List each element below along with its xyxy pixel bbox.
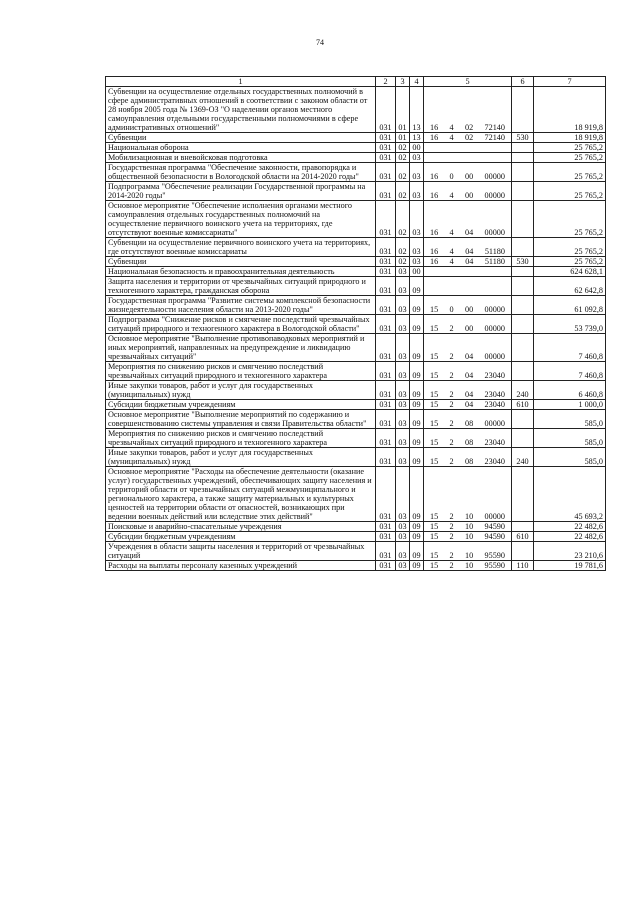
code-part: 04 (464, 371, 474, 380)
row-amount-cell: 25 765,2 (534, 163, 606, 182)
code-part: 94590 (484, 522, 505, 531)
table-row (106, 542, 606, 561)
row-expense-type-cell (512, 163, 534, 182)
code-part: 00000 (484, 228, 505, 237)
code-part: 00000 (484, 419, 505, 428)
table-row (106, 87, 606, 133)
code-part: 00000 (484, 352, 505, 361)
code-part: 2 (449, 390, 454, 399)
code-part: 04 (464, 228, 474, 237)
code-part: 15 (430, 551, 439, 560)
code-part: 16 (430, 123, 439, 132)
row-amount-cell: 62 642,8 (534, 277, 606, 296)
row-expense-type-cell (512, 410, 534, 429)
row-grbs-cell: 031 (376, 201, 396, 238)
row-section-cell: 02 (396, 257, 410, 267)
row-name-cell: Подпрограмма "Обеспечение реализации Государственной программы на 2014-2020 годы" (106, 182, 376, 201)
row-subsection-cell: 03 (410, 182, 424, 201)
row-section-cell: 02 (396, 163, 410, 182)
code-part: 4 (449, 247, 454, 256)
code-part: 15 (430, 522, 439, 531)
row-target-code-cell (424, 467, 512, 522)
row-amount-cell: 585,0 (534, 448, 606, 467)
row-target-code-cell (424, 381, 512, 400)
row-subsection-cell: 09 (410, 532, 424, 542)
code-part: 4 (449, 191, 454, 200)
row-section-cell: 03 (396, 296, 410, 315)
row-section-cell: 03 (396, 381, 410, 400)
row-name-cell: Мобилизационная и вневойсковая подготовка (106, 153, 376, 163)
row-target-code-cell (424, 522, 512, 532)
row-target-code-cell (424, 561, 512, 571)
row-grbs-cell: 031 (376, 362, 396, 381)
table-row (106, 362, 606, 381)
code-part: 00 (464, 191, 474, 200)
code-part: 95590 (484, 551, 505, 560)
row-expense-type-cell (512, 315, 534, 334)
row-amount-cell: 23 210,6 (534, 542, 606, 561)
code-part: 0 (449, 305, 454, 314)
row-amount-cell: 25 765,2 (534, 153, 606, 163)
row-amount-cell: 61 092,8 (534, 296, 606, 315)
code-part: 2 (449, 371, 454, 380)
code-part: 4 (449, 228, 454, 237)
code-part: 15 (430, 457, 439, 466)
row-expense-type-cell (512, 467, 534, 522)
row-amount-cell: 25 765,2 (534, 238, 606, 257)
header-cell: 3 (396, 77, 410, 87)
code-part: 23040 (484, 400, 505, 409)
row-subsection-cell: 00 (410, 143, 424, 153)
row-grbs-cell: 031 (376, 153, 396, 163)
row-name-cell: Субвенции на осуществление первичного воинского учета на территориях, где отсутствуют военные комиссариаты (106, 238, 376, 257)
row-name-cell: Основное мероприятие "Выполнение противопаводковых мероприятий и иных мероприятий, направленных на предупреждение и ликвидацию чрезвычайных ситуаций" (106, 334, 376, 362)
row-subsection-cell: 00 (410, 267, 424, 277)
row-target-code-cell (424, 267, 512, 277)
row-expense-type-cell (512, 296, 534, 315)
row-expense-type-cell: 610 (512, 532, 534, 542)
code-part: 00000 (484, 324, 505, 333)
table-row (106, 201, 606, 238)
row-section-cell: 01 (396, 87, 410, 133)
row-subsection-cell: 09 (410, 448, 424, 467)
row-target-code-cell (424, 429, 512, 448)
row-amount-cell: 25 765,2 (534, 143, 606, 153)
budget-table (105, 76, 606, 571)
row-grbs-cell: 031 (376, 448, 396, 467)
row-subsection-cell: 09 (410, 315, 424, 334)
row-subsection-cell: 09 (410, 296, 424, 315)
row-target-code-cell (424, 296, 512, 315)
row-amount-cell: 18 919,8 (534, 87, 606, 133)
row-target-code-cell (424, 182, 512, 201)
row-grbs-cell: 031 (376, 410, 396, 429)
row-section-cell: 01 (396, 133, 410, 143)
code-part: 15 (430, 400, 439, 409)
code-part: 00000 (484, 512, 505, 521)
code-part: 16 (430, 191, 439, 200)
row-grbs-cell: 031 (376, 277, 396, 296)
row-amount-cell: 53 739,0 (534, 315, 606, 334)
header-cell: 2 (376, 77, 396, 87)
row-subsection-cell: 09 (410, 522, 424, 532)
row-name-cell: Национальная безопасность и правоохранительная деятельность (106, 267, 376, 277)
table-row (106, 315, 606, 334)
header-cell: 6 (512, 77, 534, 87)
table-row (106, 143, 606, 153)
row-target-code-cell (424, 334, 512, 362)
code-part: 16 (430, 133, 439, 142)
header-cell: 1 (106, 77, 376, 87)
code-part: 2 (449, 352, 454, 361)
row-target-code-cell (424, 133, 512, 143)
table-row (106, 153, 606, 163)
row-grbs-cell: 031 (376, 133, 396, 143)
row-grbs-cell: 031 (376, 267, 396, 277)
row-grbs-cell: 031 (376, 532, 396, 542)
row-name-cell: Субвенции (106, 257, 376, 267)
row-amount-cell: 18 919,8 (534, 133, 606, 143)
row-subsection-cell: 03 (410, 153, 424, 163)
table-row (106, 296, 606, 315)
row-grbs-cell: 031 (376, 163, 396, 182)
code-part: 2 (449, 561, 454, 570)
code-part: 16 (430, 257, 439, 266)
code-part: 15 (430, 512, 439, 521)
row-expense-type-cell (512, 267, 534, 277)
row-name-cell: Защита населения и территории от чрезвычайных ситуаций природного и техногенного характера, гражданская оборона (106, 277, 376, 296)
row-section-cell: 03 (396, 522, 410, 532)
row-section-cell: 03 (396, 410, 410, 429)
row-subsection-cell: 09 (410, 362, 424, 381)
code-part: 23040 (484, 371, 505, 380)
row-name-cell: Основное мероприятие "Расходы на обеспечение деятельности (оказание услуг) государственных учреждений, обеспечивающих защиту населения и территорий области от чрезвычайных ситуаций межмуниципального и регионального характера, а также защиту материальных и культурных ценностей на территории области от опасностей, возникающих при ведении военных действий или вследствие этих действий" (106, 467, 376, 522)
code-part: 15 (430, 324, 439, 333)
row-grbs-cell: 031 (376, 296, 396, 315)
table-row (106, 429, 606, 448)
row-name-cell: Основное мероприятие "Выполнение мероприятий по содержанию и совершенствованию системы управления и связи Правительства области" (106, 410, 376, 429)
row-grbs-cell: 031 (376, 315, 396, 334)
code-part: 0 (449, 172, 454, 181)
row-section-cell: 03 (396, 532, 410, 542)
header-cell: 5 (424, 77, 512, 87)
row-amount-cell: 7 460,8 (534, 362, 606, 381)
row-expense-type-cell: 530 (512, 133, 534, 143)
row-subsection-cell: 09 (410, 277, 424, 296)
row-section-cell: 03 (396, 277, 410, 296)
code-part: 23040 (484, 438, 505, 447)
row-grbs-cell: 031 (376, 467, 396, 522)
row-section-cell: 03 (396, 334, 410, 362)
table-row (106, 163, 606, 182)
row-section-cell: 03 (396, 448, 410, 467)
table-row (106, 182, 606, 201)
row-expense-type-cell (512, 277, 534, 296)
row-amount-cell: 6 460,8 (534, 381, 606, 400)
row-expense-type-cell (512, 87, 534, 133)
code-part: 04 (464, 390, 474, 399)
table-row (106, 410, 606, 429)
row-amount-cell: 45 693,2 (534, 467, 606, 522)
row-expense-type-cell (512, 362, 534, 381)
row-section-cell: 03 (396, 362, 410, 381)
row-subsection-cell: 03 (410, 163, 424, 182)
row-name-cell: Государственная программа "Развитие системы комплексной безопасности жизнедеятельности населения области на 2013-2020 годы" (106, 296, 376, 315)
code-part: 08 (464, 438, 474, 447)
row-expense-type-cell (512, 522, 534, 532)
row-section-cell: 03 (396, 467, 410, 522)
row-name-cell: Субсидии бюджетным учреждениям (106, 532, 376, 542)
row-subsection-cell: 13 (410, 133, 424, 143)
code-part: 04 (464, 352, 474, 361)
code-part: 2 (449, 438, 454, 447)
code-part: 23040 (484, 390, 505, 399)
code-part: 10 (464, 532, 474, 541)
code-part: 15 (430, 438, 439, 447)
row-name-cell: Мероприятия по снижению рисков и смягчению последствий чрезвычайных ситуаций природного и техногенного характера (106, 429, 376, 448)
code-part: 00000 (484, 172, 505, 181)
code-part: 15 (430, 561, 439, 570)
row-amount-cell: 22 482,6 (534, 522, 606, 532)
table-row (106, 238, 606, 257)
code-part: 10 (464, 551, 474, 560)
code-part: 2 (449, 551, 454, 560)
row-subsection-cell: 03 (410, 257, 424, 267)
row-section-cell: 02 (396, 238, 410, 257)
code-part: 4 (449, 133, 454, 142)
row-expense-type-cell (512, 429, 534, 448)
table-row (106, 277, 606, 296)
code-part: 95590 (484, 561, 505, 570)
row-expense-type-cell: 530 (512, 257, 534, 267)
row-expense-type-cell (512, 542, 534, 561)
row-name-cell: Поисковые и аварийно-спасательные учреждения (106, 522, 376, 532)
row-expense-type-cell (512, 143, 534, 153)
row-target-code-cell (424, 143, 512, 153)
row-expense-type-cell: 240 (512, 448, 534, 467)
row-name-cell: Субвенции на осуществление отдельных государственных полномочий в сфере административных отношений в соответствии с законом области от 28 ноября 2005 года № 1369-ОЗ "О наделении органов местного самоуправления отдельными государственными полномочиями в сфере административных отношений" (106, 87, 376, 133)
row-grbs-cell: 031 (376, 257, 396, 267)
code-part: 15 (430, 352, 439, 361)
header-row (106, 77, 606, 87)
row-amount-cell: 624 628,1 (534, 267, 606, 277)
row-section-cell: 03 (396, 429, 410, 448)
row-target-code-cell (424, 410, 512, 429)
code-part: 02 (464, 123, 474, 132)
row-target-code-cell (424, 277, 512, 296)
table-row (106, 467, 606, 522)
row-subsection-cell: 09 (410, 429, 424, 448)
table-row (106, 448, 606, 467)
row-target-code-cell (424, 362, 512, 381)
row-amount-cell: 22 482,6 (534, 532, 606, 542)
row-grbs-cell: 031 (376, 542, 396, 561)
code-part: 15 (430, 305, 439, 314)
code-part: 04 (465, 257, 474, 266)
table-row (106, 257, 606, 267)
row-amount-cell: 585,0 (534, 429, 606, 448)
code-part: 15 (430, 390, 439, 399)
row-expense-type-cell: 240 (512, 381, 534, 400)
code-part: 00000 (484, 305, 505, 314)
row-grbs-cell: 031 (376, 381, 396, 400)
row-expense-type-cell (512, 153, 534, 163)
row-name-cell: Национальная оборона (106, 143, 376, 153)
code-part: 2 (449, 324, 454, 333)
row-subsection-cell: 09 (410, 561, 424, 571)
code-part: 4 (449, 123, 454, 132)
code-part: 04 (465, 247, 474, 256)
row-name-cell: Учреждения в области защиты населения и территорий от чрезвычайных ситуаций (106, 542, 376, 561)
row-target-code-cell (424, 400, 512, 410)
row-name-cell: Подпрограмма "Снижение рисков и смягчение последствий чрезвычайных ситуаций природного и техногенного характера в Вологодской области" (106, 315, 376, 334)
table-row (106, 522, 606, 532)
row-target-code-cell (424, 153, 512, 163)
row-name-cell: Субвенции (106, 133, 376, 143)
row-target-code-cell (424, 542, 512, 561)
row-section-cell: 03 (396, 561, 410, 571)
row-section-cell: 03 (396, 400, 410, 410)
code-part: 2 (449, 522, 454, 531)
code-part: 15 (430, 371, 439, 380)
row-section-cell: 03 (396, 315, 410, 334)
code-part: 10 (464, 561, 474, 570)
code-part: 72140 (484, 133, 505, 142)
row-expense-type-cell (512, 182, 534, 201)
row-name-cell: Иные закупки товаров, работ и услуг для государственных (муниципальных) нужд (106, 381, 376, 400)
row-subsection-cell: 09 (410, 381, 424, 400)
row-grbs-cell: 031 (376, 522, 396, 532)
row-name-cell: Государственная программа "Обеспечение законности, правопорядка и общественной безопасности в Вологодской области на 2014-2020 годы" (106, 163, 376, 182)
row-target-code-cell (424, 448, 512, 467)
code-part: 16 (430, 247, 439, 256)
row-grbs-cell: 031 (376, 561, 396, 571)
row-grbs-cell: 031 (376, 238, 396, 257)
header-cell: 7 (534, 77, 606, 87)
table-row (106, 400, 606, 410)
row-subsection-cell: 09 (410, 542, 424, 561)
row-subsection-cell: 13 (410, 87, 424, 133)
row-subsection-cell: 09 (410, 410, 424, 429)
row-grbs-cell: 031 (376, 400, 396, 410)
code-part: 23040 (484, 457, 505, 466)
row-expense-type-cell (512, 334, 534, 362)
row-amount-cell: 7 460,8 (534, 334, 606, 362)
code-part: 15 (430, 419, 439, 428)
code-part: 16 (430, 228, 439, 237)
row-subsection-cell: 09 (410, 400, 424, 410)
row-target-code-cell (424, 315, 512, 334)
row-amount-cell: 585,0 (534, 410, 606, 429)
row-amount-cell: 25 765,2 (534, 182, 606, 201)
row-section-cell: 02 (396, 182, 410, 201)
table-body (106, 87, 606, 571)
table-row (106, 381, 606, 400)
code-part: 08 (464, 419, 474, 428)
row-target-code-cell (424, 87, 512, 133)
row-name-cell: Субсидии бюджетным учреждениям (106, 400, 376, 410)
code-part: 00 (464, 324, 474, 333)
row-name-cell: Мероприятия по снижению рисков и смягчению последствий чрезвычайных ситуаций природного и техногенного характера (106, 362, 376, 381)
code-part: 00000 (484, 191, 505, 200)
code-part: 16 (430, 172, 439, 181)
code-part: 2 (449, 532, 454, 541)
table-row (106, 133, 606, 143)
row-subsection-cell: 09 (410, 467, 424, 522)
code-part: 2 (449, 400, 454, 409)
row-name-cell: Иные закупки товаров, работ и услуг для государственных (муниципальных) нужд (106, 448, 376, 467)
header-cell: 4 (410, 77, 424, 87)
row-name-cell: Основное мероприятие "Обеспечение исполнения органами местного самоуправления отдельных государственных полномочий на осуществление первичного воинского учета на территориях, где отсутствуют военные комиссариаты" (106, 201, 376, 238)
row-subsection-cell: 03 (410, 201, 424, 238)
row-grbs-cell: 031 (376, 87, 396, 133)
row-subsection-cell: 09 (410, 334, 424, 362)
row-section-cell: 02 (396, 201, 410, 238)
row-target-code-cell (424, 257, 512, 267)
row-section-cell: 03 (396, 267, 410, 277)
code-part: 00 (464, 305, 474, 314)
page-number: 74 (316, 38, 324, 47)
code-part: 2 (449, 419, 454, 428)
row-grbs-cell: 031 (376, 182, 396, 201)
code-part: 2 (449, 512, 454, 521)
row-amount-cell: 1 000,0 (534, 400, 606, 410)
table-row (106, 267, 606, 277)
code-part: 10 (464, 512, 474, 521)
code-part: 04 (464, 400, 474, 409)
code-part: 00 (464, 172, 474, 181)
row-target-code-cell (424, 201, 512, 238)
row-expense-type-cell: 110 (512, 561, 534, 571)
row-grbs-cell: 031 (376, 334, 396, 362)
code-part: 51180 (484, 257, 505, 266)
table-row (106, 561, 606, 571)
row-target-code-cell (424, 238, 512, 257)
code-part: 02 (464, 133, 474, 142)
code-part: 51180 (484, 247, 505, 256)
row-grbs-cell: 031 (376, 429, 396, 448)
code-part: 10 (464, 522, 474, 531)
row-grbs-cell: 031 (376, 143, 396, 153)
row-section-cell: 02 (396, 143, 410, 153)
row-subsection-cell: 03 (410, 238, 424, 257)
row-target-code-cell (424, 532, 512, 542)
row-amount-cell: 25 765,2 (534, 201, 606, 238)
row-target-code-cell (424, 163, 512, 182)
code-part: 94590 (484, 532, 505, 541)
row-amount-cell: 25 765,2 (534, 257, 606, 267)
code-part: 15 (430, 532, 439, 541)
table-row (106, 532, 606, 542)
row-expense-type-cell: 610 (512, 400, 534, 410)
row-section-cell: 03 (396, 542, 410, 561)
row-amount-cell: 19 781,6 (534, 561, 606, 571)
row-name-cell: Расходы на выплаты персоналу казенных учреждений (106, 561, 376, 571)
code-part: 72140 (484, 123, 505, 132)
row-expense-type-cell (512, 201, 534, 238)
code-part: 4 (449, 257, 454, 266)
table-row (106, 334, 606, 362)
code-part: 2 (449, 457, 454, 466)
row-section-cell: 02 (396, 153, 410, 163)
row-expense-type-cell (512, 238, 534, 257)
code-part: 08 (464, 457, 474, 466)
